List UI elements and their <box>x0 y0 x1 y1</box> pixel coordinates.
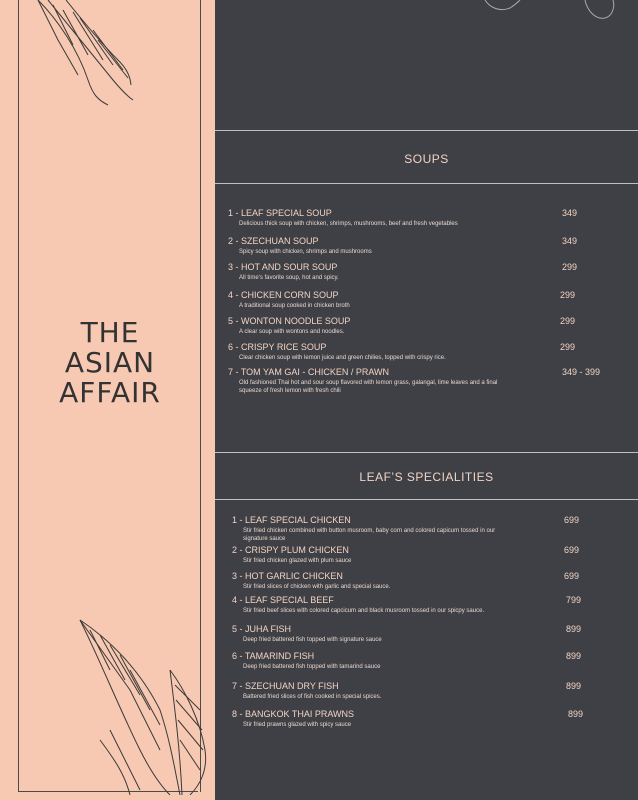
menu-item-description: All time's favorite soup, hot and spicy. <box>239 275 339 281</box>
menu-item-price: 699 <box>564 571 580 581</box>
menu-item-description: Deep fried battered fish topped with signature sauce <box>243 637 382 643</box>
menu-item-description: Deep fried battered fish topped with tamarind sauce <box>243 664 381 670</box>
menu-item-description: A traditional soup cooked in chicken broth <box>239 303 350 309</box>
menu-item-name: 5 - WONTON NOODLE SOUP <box>228 316 351 326</box>
menu-item-name: 6 - CRISPY RICE SOUP <box>228 342 327 352</box>
menu-item-description: Stir fried beef slices with colored capcicum and black musroom tossed in our spicpy sauce. <box>243 608 485 614</box>
menu-item-price: 899 <box>568 709 584 719</box>
menu-item-description: Stir fried slices of chicken with garlic and special sauce. <box>243 584 391 590</box>
menu-item-price: 299 <box>560 316 576 326</box>
menu-panel <box>215 0 638 800</box>
menu-item-name: 2 - SZECHUAN SOUP <box>228 236 319 246</box>
menu-item-price: 699 <box>564 515 580 525</box>
brand-line-3: AFFAIR <box>59 376 161 409</box>
brand-line-1: THE <box>80 316 140 349</box>
section-title-soups: SOUPS <box>404 152 449 166</box>
frame-line-left <box>18 0 19 792</box>
menu-item-name: 8 - BANGKOK THAI PRAWNS <box>232 709 355 719</box>
menu-item-description: Stir fried chicken glazed with plum sauce <box>243 558 352 564</box>
menu-item-price: 699 <box>564 545 580 555</box>
menu-item-name: 1 - LEAF SPECIAL CHICKEN <box>232 515 351 525</box>
menu-item-name: 1 - LEAF SPECIAL SOUP <box>228 208 332 218</box>
menu-item-price: 299 <box>560 342 576 352</box>
menu-item-price: 349 - 399 <box>562 367 601 377</box>
divider <box>215 183 638 184</box>
menu-item-name: 4 - LEAF SPECIAL BEEF <box>232 595 334 605</box>
menu-item-name: 6 - TAMARIND FISH <box>232 651 315 661</box>
menu-item-price: 799 <box>566 595 582 605</box>
menu-item-description: Stir fried prawns glazed with spicy sauce <box>243 722 352 728</box>
menu-item-name: 2 - CRISPY PLUM CHICKEN <box>232 545 349 555</box>
divider <box>215 499 638 500</box>
menu-item-description: Old fashioned Thai hot and sour soup flavored with lemon grass, galangal, lime leaves and a final squeeze of fresh lemon with fresh chili <box>239 380 498 394</box>
section-title-specialities: LEAF’S SPECIALITIES <box>359 470 494 484</box>
menu-item-price: 899 <box>566 651 582 661</box>
menu-item-description: Battered fried slices of fish cooked in special spices. <box>243 694 382 700</box>
menu-item-price: 349 <box>562 236 578 246</box>
banana-leaf-icon <box>18 0 138 110</box>
menu-item-description: Delicious thick soup with chicken, shrimps, mushrooms, beef and fresh vegetables <box>239 221 458 227</box>
menu-item-price: 349 <box>562 208 578 218</box>
menu-item-name: 7 - TOM YAM GAI - CHICKEN / PRAWN <box>228 367 390 377</box>
menu-item-name: 5 - JUHA FISH <box>232 624 292 634</box>
menu-item-name: 3 - HOT AND SOUR SOUP <box>228 262 338 272</box>
menu-item-description: A clear soup with wontons and noodles. <box>239 329 345 335</box>
banana-leaf-icon <box>70 610 215 795</box>
menu-item-price: 299 <box>560 290 576 300</box>
leaf-corner-icon <box>480 0 540 14</box>
menu-item-description: Stir fried chicken combined with button musroom, baby corn and colored capicum tossed in our signature sauce <box>243 528 496 542</box>
leaf-corner-icon <box>575 0 635 22</box>
brand-line-2: ASIAN <box>64 346 156 379</box>
brand-logo <box>40 318 180 408</box>
menu-item-description: Spicy soup with chicken, shrimps and mushrooms <box>239 249 372 255</box>
menu-item-name: 4 - CHICKEN CORN SOUP <box>228 290 339 300</box>
menu-item-description: Clear chicken soup with lemon juice and green chilies, topped with crispy rice. <box>239 355 446 361</box>
menu-item-name: 3 - HOT GARLIC CHICKEN <box>232 571 343 581</box>
divider <box>215 130 638 131</box>
menu-item-price: 299 <box>562 262 578 272</box>
menu-item-price: 899 <box>566 624 582 634</box>
menu-item-price: 899 <box>566 681 582 691</box>
menu-item-name: 7 - SZECHUAN DRY FISH <box>232 681 339 691</box>
divider <box>215 452 638 453</box>
